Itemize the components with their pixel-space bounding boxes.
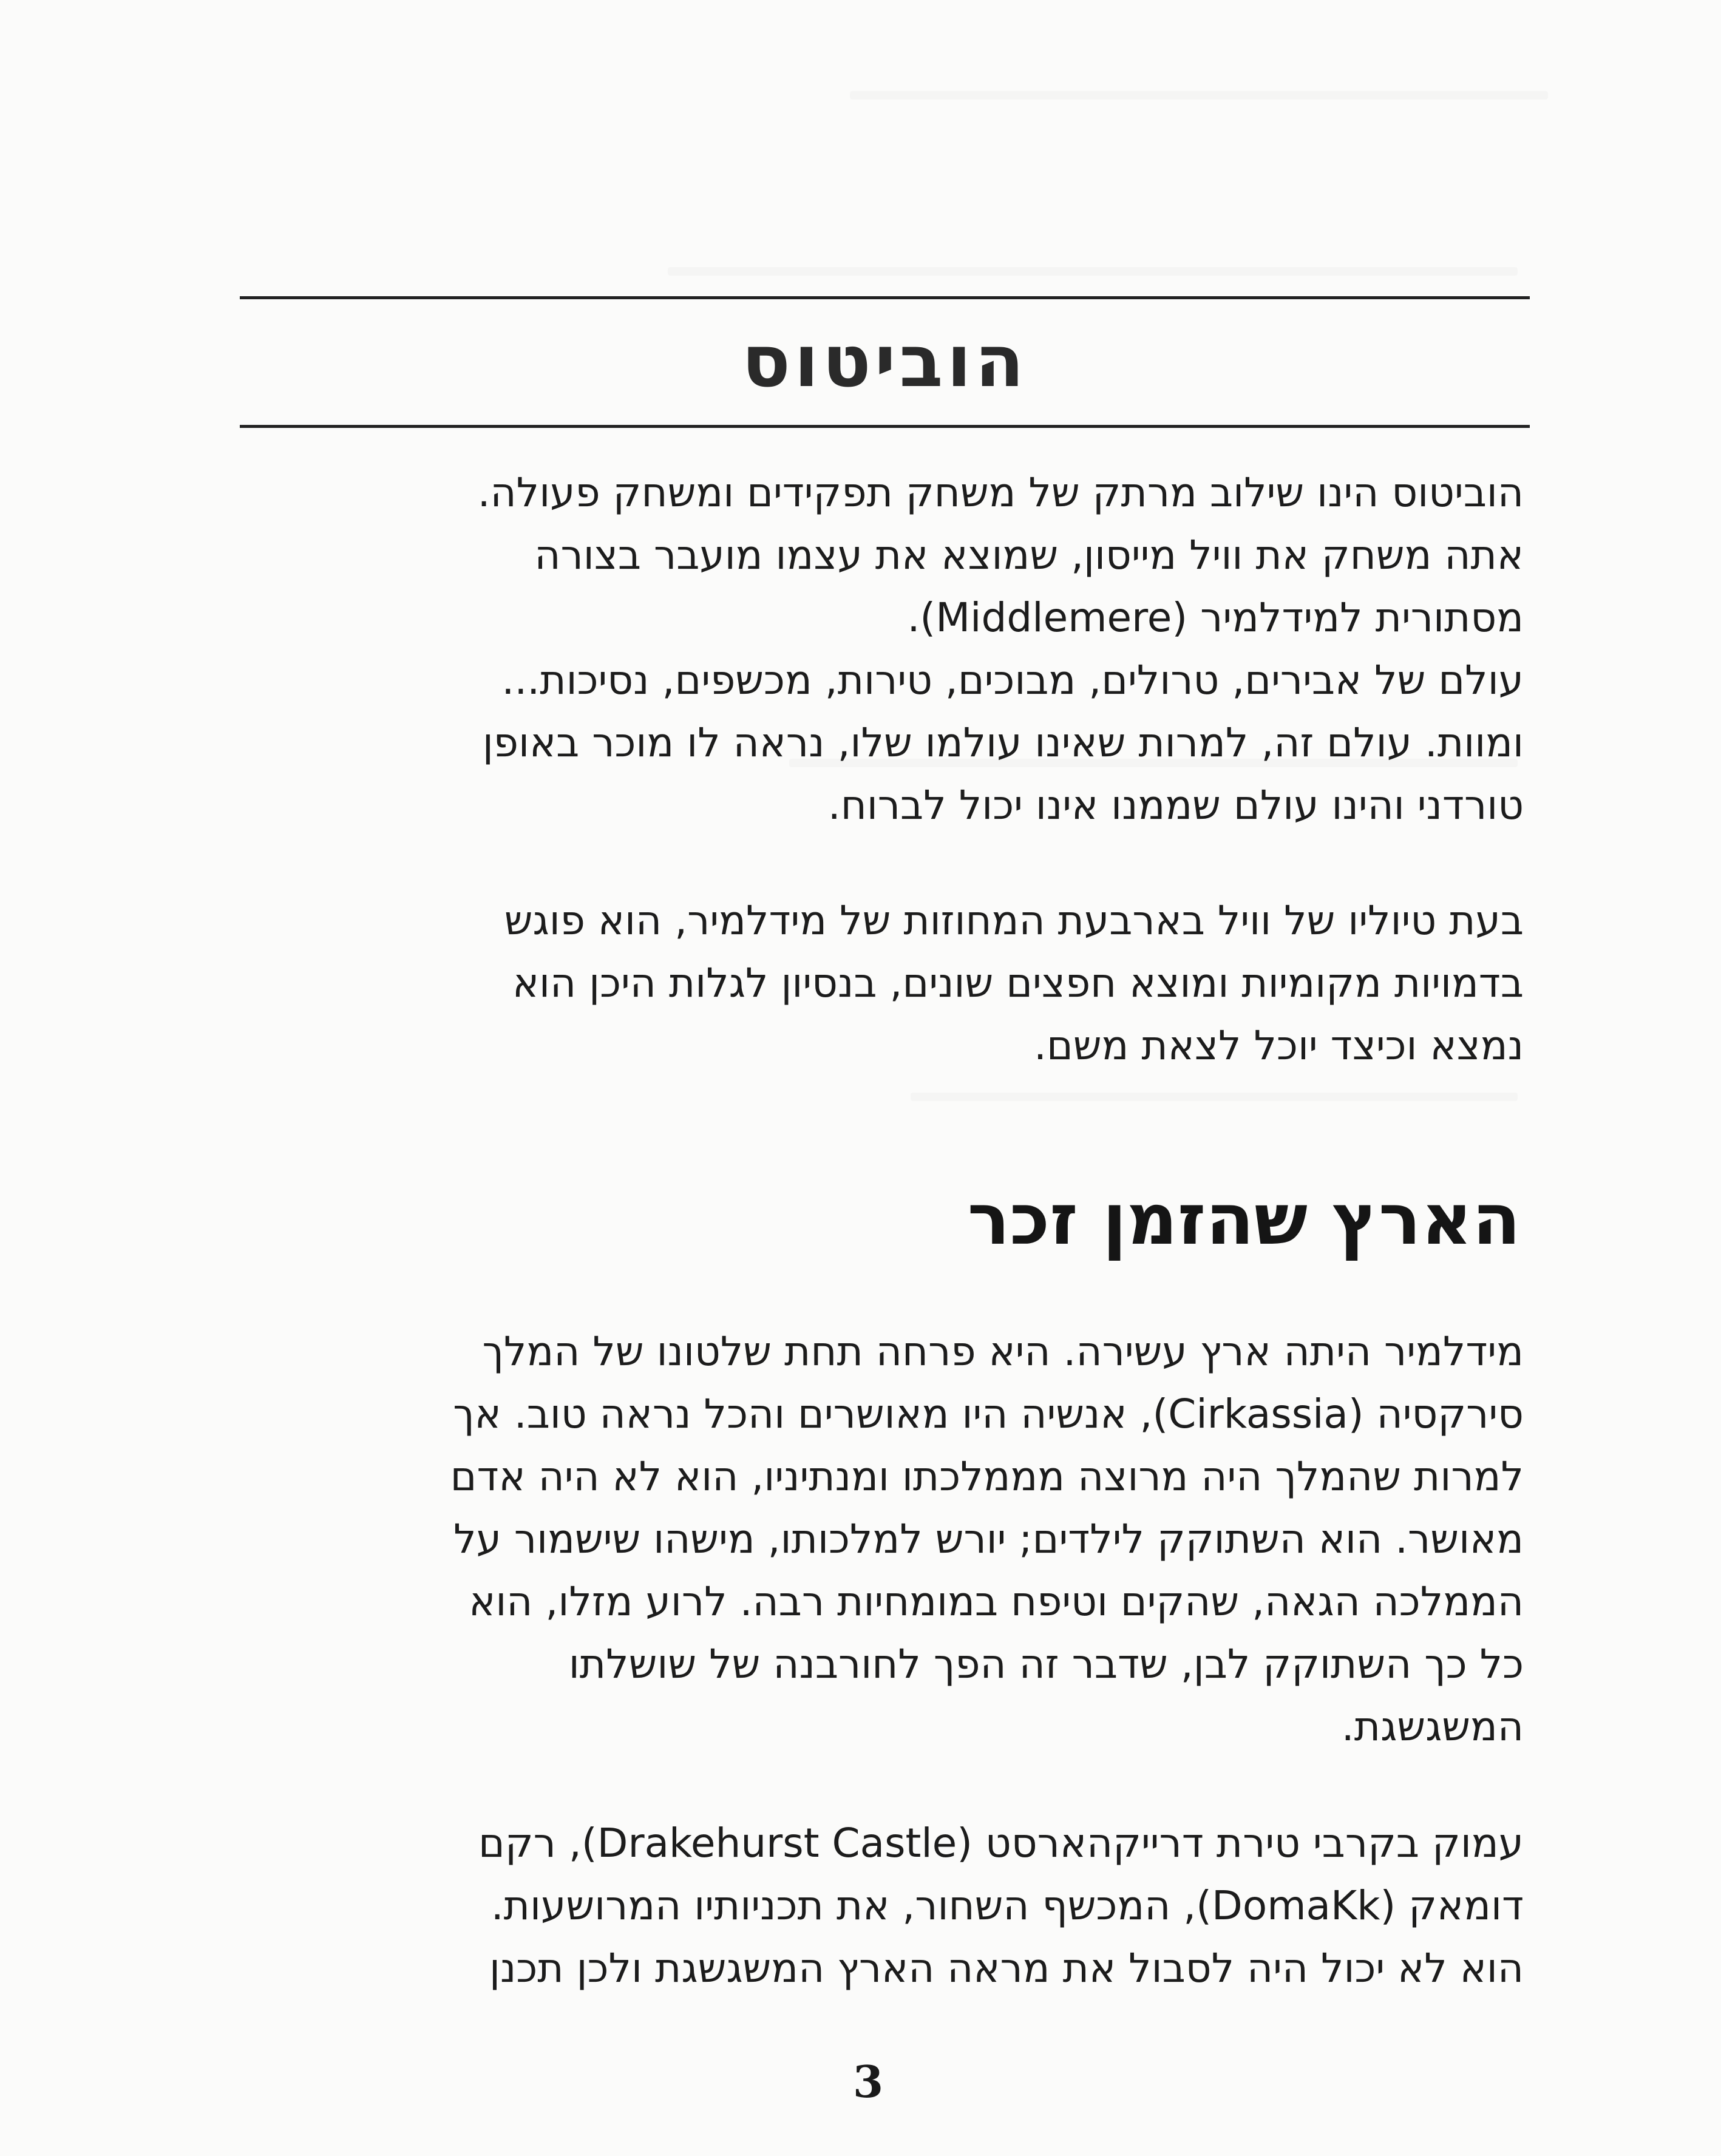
text-line: טורדני והינו עולם שממנו אינו יכול לברוח. [827, 782, 1524, 829]
section-paragraph-1 [240, 1320, 1524, 1758]
text-line: מידלמיר היתה ארץ עשירה. היא פרחה תחת שלטונו של המלך [482, 1328, 1524, 1375]
text-line: עולם של אבירים, טרולים, מבוכים, טירות, מכשפים, נסיכות... [501, 657, 1524, 703]
bleed-through-mark [668, 267, 1518, 276]
text-line: ומוות. עולם זה, למרות שאינו עולמו שלו, נראה לו מוכר באופן [482, 719, 1524, 766]
text-line: המשגשגת. [1341, 1703, 1524, 1750]
page-number: 3 [852, 2056, 884, 2107]
section-paragraph-2 [240, 1812, 1524, 1999]
bleed-through-mark [911, 1093, 1518, 1101]
intro-paragraph-1 [240, 461, 1524, 836]
text-line: מסתורית למידלמיר (Middlemere). [907, 594, 1524, 641]
text-line: הוביטוס הינו שילוב מרתק של משחק תפקידים ומשחק פעולה. [477, 469, 1524, 516]
text-line: נמצא וכיצד יוכל לצאת משם. [1034, 1022, 1524, 1069]
text-line: כל כך השתוקק לבן, שדבר זה הפך לחורבנה של שושלתו [568, 1641, 1524, 1687]
text-line: אתה משחק את וויל מייסון, שמוצא את עצמו מועבר בצורה [534, 532, 1524, 578]
text-line: עמוק בקרבי טירת דרייקהארסט (Drakehurst Castle), רקם [478, 1820, 1524, 1866]
title-bottom-rule [240, 425, 1530, 428]
intro-paragraph-2 [240, 889, 1524, 1077]
text-line: בעת טיוליו של וויל בארבעת המחוזות של מידלמיר, הוא פוגש [504, 897, 1524, 944]
text-line: הוא לא יכול היה לסבול את מראה הארץ המשגשגת ולכן תכנן [489, 1945, 1524, 1992]
text-line: בדמויות מקומיות ומוצא חפצים שונים, בנסיון לגלות היכן הוא [512, 960, 1524, 1006]
text-line: למרות שהמלך היה מרוצה מממלכתו ומנתיניו, הוא לא היה אדם [450, 1453, 1524, 1500]
bleed-through-mark [850, 91, 1548, 100]
title-top-rule [240, 296, 1530, 299]
page-title: הוביטוס [741, 319, 1028, 403]
text-line: סירקסיה (Cirkassia), אנשיה היו מאושרים והכל נראה טוב. אך [453, 1391, 1524, 1437]
section-heading: הארץ שהזמן זכר [967, 1179, 1521, 1261]
text-line: הממלכה הגאה, שהקים וטיפח במומחיות רבה. לרוע מזלו, הוא [469, 1578, 1524, 1625]
text-line: מאושר. הוא השתוקק לילדים; יורש למלכותו, מישהו שישמור על [453, 1516, 1524, 1562]
text-line: דומאק (DomaKk), המכשף השחור, את תכניותיו המרושעות. [491, 1882, 1524, 1929]
